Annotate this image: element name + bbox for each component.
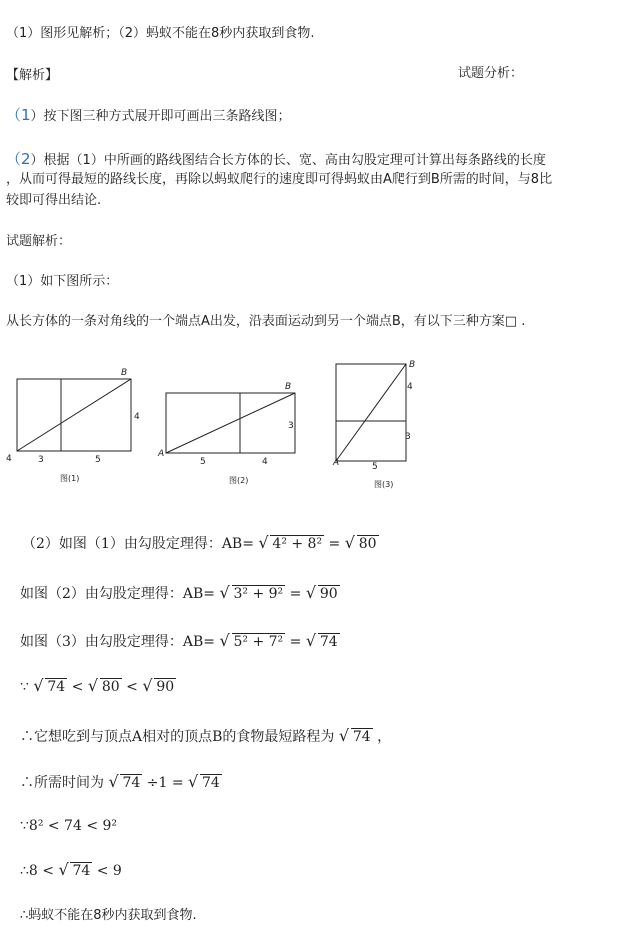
shortest-rad-content: 74 (352, 729, 371, 745)
proof1-prefix: （2）如图（1）由勾股定理得：AB= (22, 536, 254, 552)
fig3-label-b: 5 (372, 462, 378, 472)
solution-label: 试题解析： (6, 234, 72, 249)
proof3-radical (222, 634, 286, 650)
bound-prefix: ∴8 < (20, 863, 54, 879)
step1-num: （1 (6, 106, 31, 124)
proof3-eq: = (289, 634, 302, 650)
proof3-res-content: 74 (319, 634, 338, 650)
proof2-eq: = (289, 586, 302, 602)
figure-3 (332, 360, 415, 489)
step1 (6, 104, 291, 125)
proof1-radical (260, 536, 324, 552)
fig3-caption: 图(3) (374, 480, 394, 489)
fig1-label-b2: 5 (95, 455, 101, 465)
proof2-prefix: 如图（2）由勾股定理得：AB= (20, 586, 216, 602)
step2-line3: 较即可得出结论. (6, 193, 102, 208)
fig2-path (166, 393, 295, 453)
fig1-label-b1: 3 (38, 455, 44, 465)
shortest-radical (341, 729, 373, 745)
bound-line (20, 863, 122, 879)
bound-suffix: < 9 (96, 863, 122, 879)
fig2-label-a: A (158, 449, 165, 459)
fig3-label-s1: 4 (407, 382, 413, 392)
proof2-res-content: 90 (319, 586, 338, 602)
proof2-rad-content: 3² + 9² (233, 586, 284, 602)
fig1-caption: 图(1) (60, 474, 80, 483)
shortest-path-line (20, 726, 391, 746)
lt-2: < (126, 679, 138, 695)
proof-line-1 (22, 533, 379, 553)
step2-num: （2 (6, 150, 31, 168)
proof1-res-content: 80 (358, 536, 377, 552)
fig1-label-left: 4 (6, 454, 12, 464)
step2-text1: ）根据（1）中所画的路线图结合长方体的长、宽、高由勾股定理可计算出每条路线的长度 (30, 153, 546, 168)
rad-90-content: 90 (156, 679, 175, 695)
time-result (190, 775, 222, 791)
fig3-label-b: B (409, 360, 416, 370)
proof3-rad-content: 5² + 7² (233, 634, 284, 650)
because-symbol: ∵ (20, 679, 29, 695)
step2-line2: ，从而可得最短的路线长度，再除以蚂蚁爬行的速度即可得蚂蚁由A爬行到B所需的时间，与8比 (6, 172, 553, 187)
unfold-figures (0, 355, 630, 515)
section-jiexi: 【解析】 (6, 68, 59, 83)
fig3-label-a: A (333, 458, 340, 468)
proof2-radical (222, 586, 286, 602)
fig3-path (336, 364, 406, 461)
fig2-label-b1: 5 (200, 457, 206, 467)
step2-line1 (6, 148, 546, 169)
time-line (20, 772, 222, 792)
compare-line (20, 679, 176, 695)
fig2-label-b: B (285, 382, 292, 392)
rad-80-content: 80 (101, 679, 120, 695)
time-rad-content: 74 (122, 775, 141, 791)
rad-90 (144, 679, 176, 695)
proof-line-3 (20, 631, 340, 651)
fig2-label-side: 3 (288, 421, 294, 431)
figure-1 (6, 368, 140, 483)
fig1-path (17, 379, 131, 451)
time-radical (110, 775, 142, 791)
step1-text: ）按下图三种方式展开即可画出三条路线图； (30, 109, 291, 124)
fig1-label-b: B (121, 368, 128, 378)
proof1-rad-content: 4² + 8² (272, 536, 323, 552)
time-prefix: ∴所需时间为 (20, 775, 104, 791)
fig1-label-side: 4 (134, 412, 140, 422)
proof1-eq: = (328, 536, 341, 552)
rad-80 (90, 679, 122, 695)
section-analysis: 试题分析： (458, 66, 524, 81)
bound-radical (60, 863, 92, 879)
proof-line-2 (20, 583, 340, 603)
rad-74 (35, 679, 67, 695)
fig2-label-b2: 4 (262, 457, 268, 467)
figure-2 (157, 382, 295, 485)
shortest-prefix: ∴它想吃到与顶点A相对的顶点B的食物最短路程为 (20, 729, 335, 745)
figure-description: 从长方体的一条对角线的一个端点A出发，沿表面运动到另一个端点B，有以下三种方案□ . (6, 314, 526, 329)
time-res-content: 74 (202, 775, 220, 791)
proof1-result (347, 536, 379, 552)
shortest-suffix: ， (377, 729, 392, 745)
conclusion-line: ∴蚂蚁不能在8秒内获取到食物. (20, 908, 197, 923)
bound-rad-content: 74 (72, 863, 91, 879)
proof3-prefix: 如图（3）由勾股定理得：AB= (20, 634, 216, 650)
time-mid: ÷1 = (146, 775, 184, 791)
rad-74-content: 74 (47, 679, 66, 695)
square-compare-line: ∵8² < 74 < 9² (20, 818, 118, 834)
answer-summary: （1）图形见解析；（2）蚂蚁不能在8秒内获取到食物. (6, 26, 315, 41)
proof3-result (308, 634, 340, 650)
lt-1: < (71, 679, 84, 695)
fig3-label-s2: 3 (405, 432, 411, 442)
solution-step1: （1）如下图所示： (6, 274, 119, 289)
fig2-caption: 图(2) (229, 476, 249, 485)
proof2-result (308, 586, 340, 602)
